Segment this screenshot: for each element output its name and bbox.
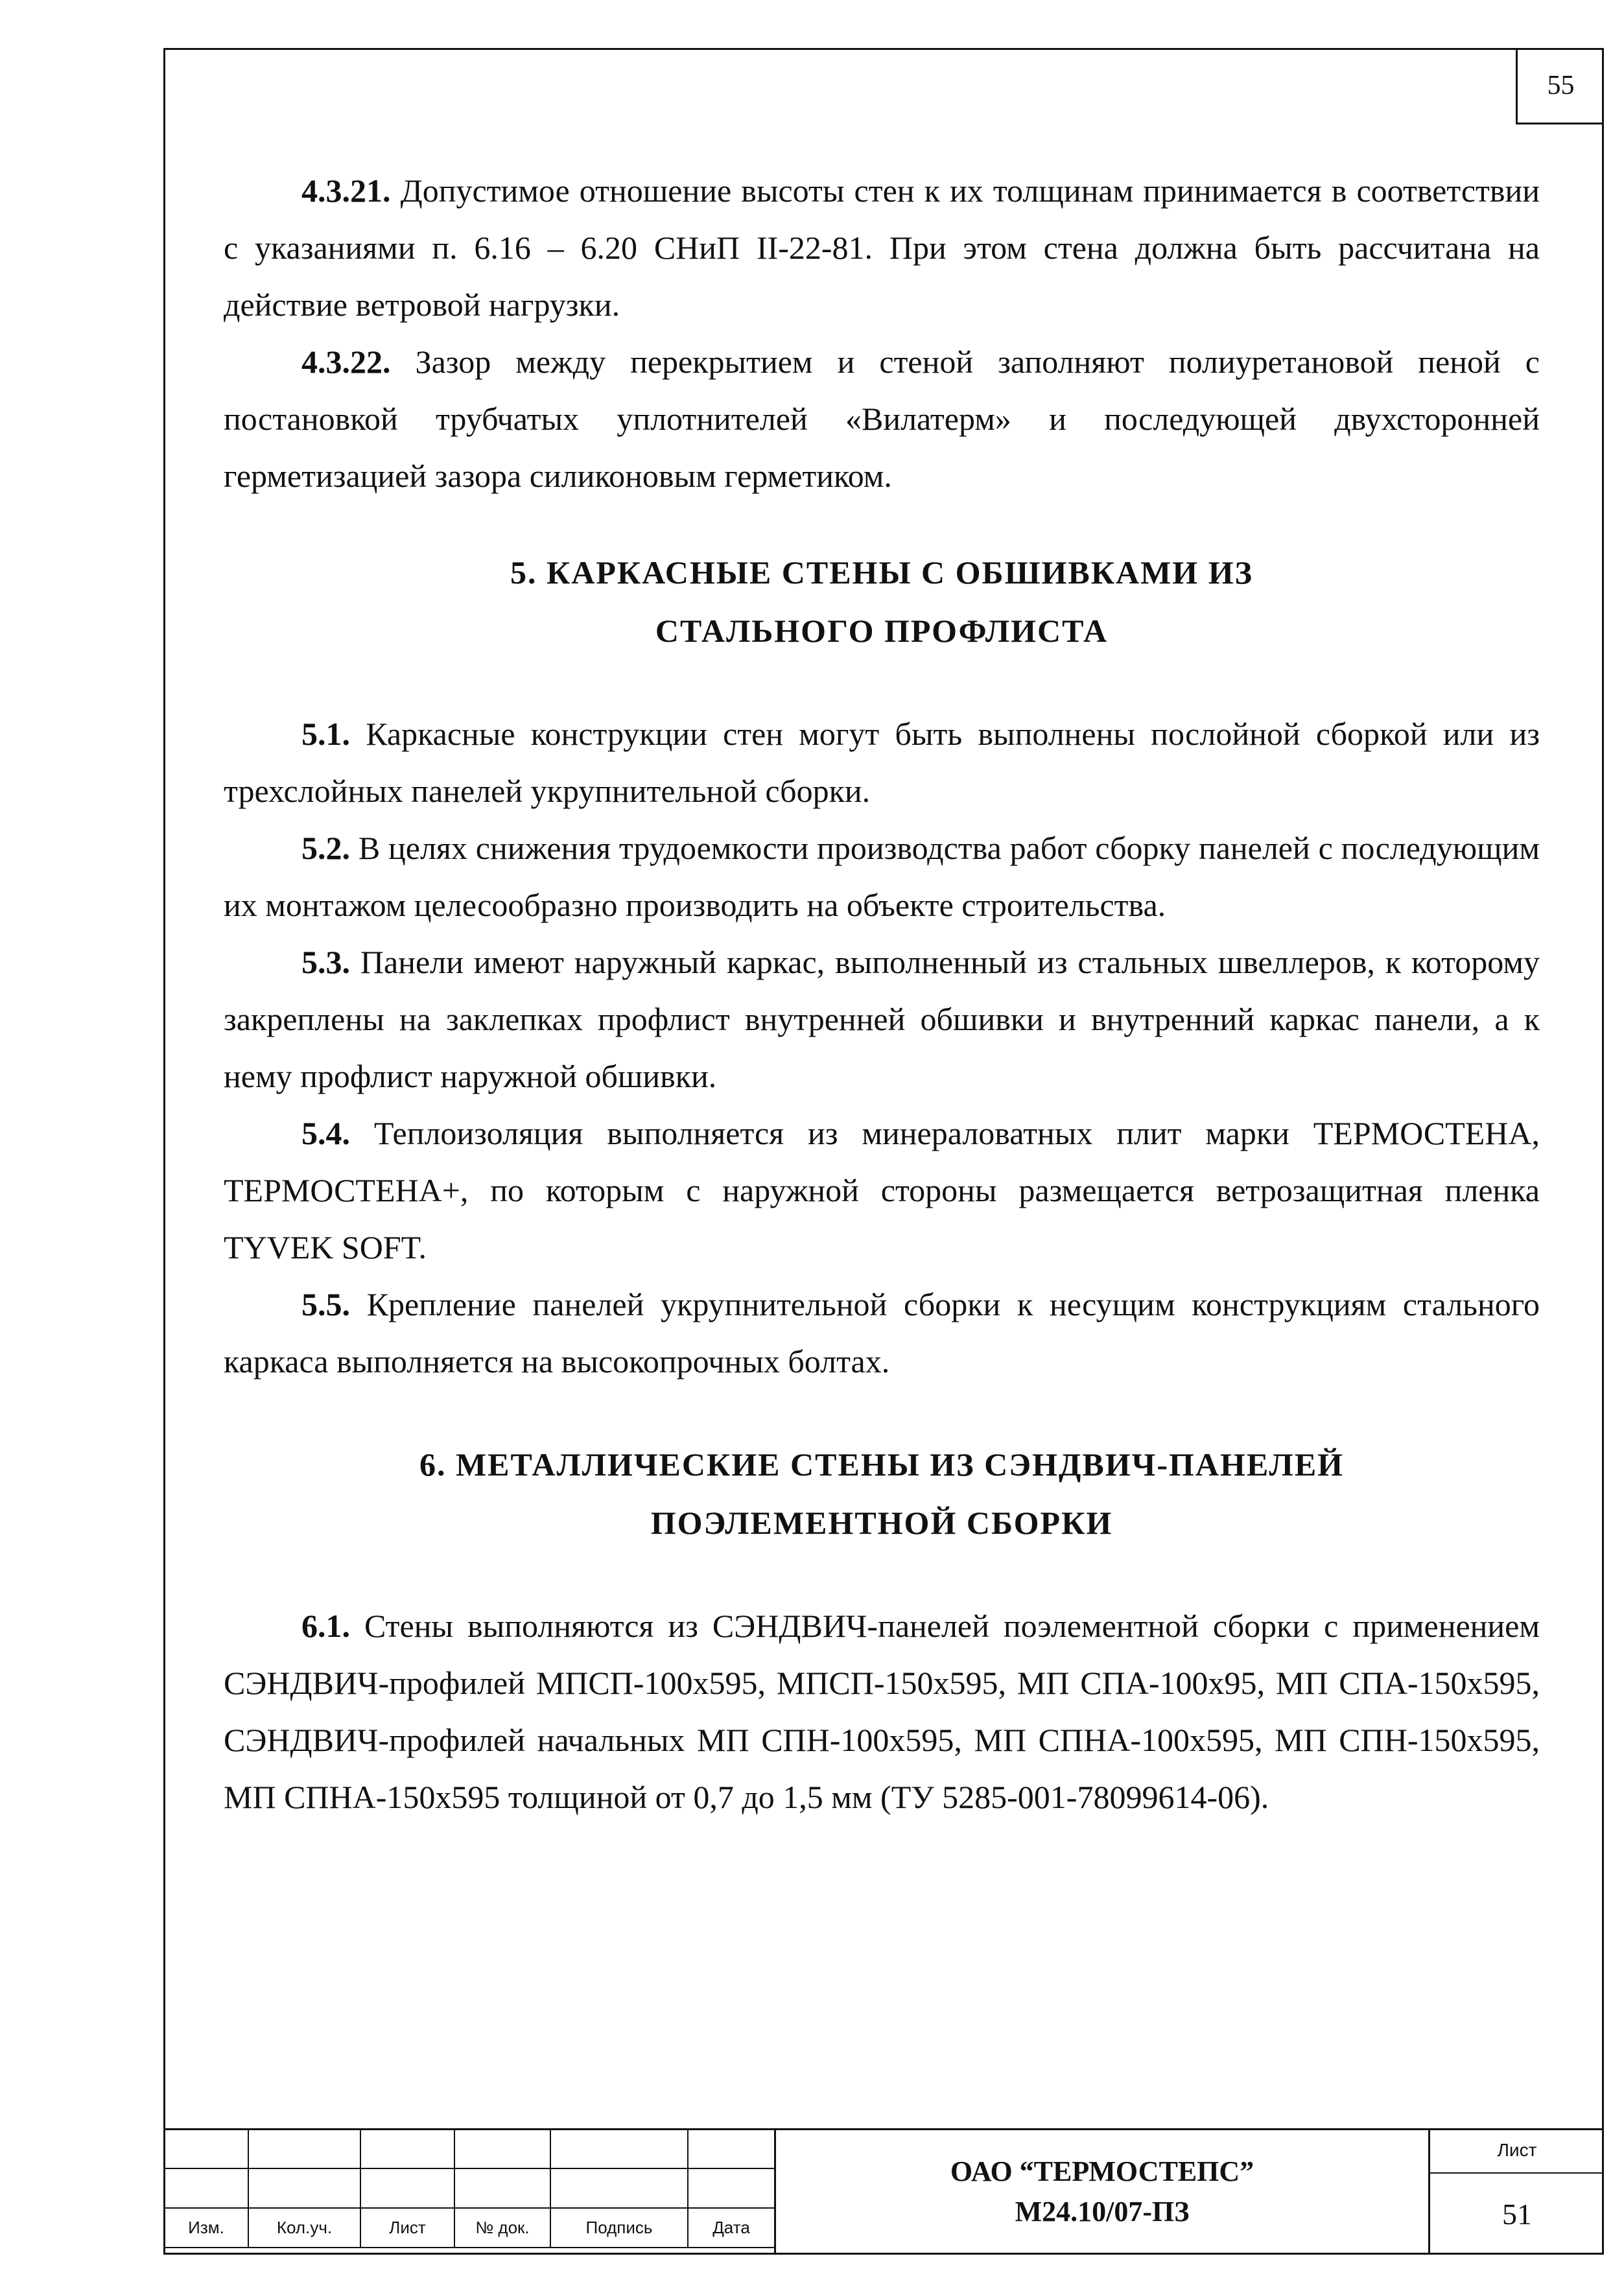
col-n-dok: № док. bbox=[454, 2208, 550, 2248]
paragraph-number: 5.5. bbox=[301, 1286, 350, 1322]
paragraph-5-3 bbox=[224, 934, 1540, 1105]
col-podpis: Подпись bbox=[550, 2208, 688, 2248]
paragraph-text: Панели имеют наружный каркас, выполненный из стальных швеллеров, к которому закреплены на заклепках профлист внутренней обшивки и внутренний каркас панели, а к нему профлист наружной обшивки. bbox=[224, 944, 1540, 1094]
revision-row bbox=[164, 2129, 775, 2168]
paragraph-number: 5.2. bbox=[301, 830, 350, 866]
paragraph-5-5 bbox=[224, 1276, 1540, 1390]
organization-block bbox=[774, 2128, 1430, 2255]
page-number: 55 bbox=[1516, 48, 1604, 124]
col-izm: Изм. bbox=[164, 2208, 248, 2248]
paragraph-text: Крепление панелей укрупнительной сборки к несущим конструкциям стального каркаса выполняется на высокопрочных болтах. bbox=[224, 1286, 1540, 1380]
revision-row bbox=[164, 2168, 775, 2208]
col-data: Дата bbox=[688, 2208, 775, 2248]
section-5-heading-line2: СТАЛЬНОГО ПРОФЛИСТА bbox=[655, 613, 1109, 649]
revision-table bbox=[163, 2128, 775, 2248]
paragraph-number: 5.4. bbox=[301, 1115, 350, 1151]
paragraph-4-3-22 bbox=[224, 333, 1540, 504]
paragraph-text: В целях снижения трудоемкости производства работ сборку панелей с последующим их монтажом целесообразно производить на объекте строительства. bbox=[224, 830, 1540, 923]
paragraph-number: 4.3.22. bbox=[301, 344, 391, 380]
paragraph-number: 6.1. bbox=[301, 1608, 350, 1644]
col-list: Лист bbox=[360, 2208, 454, 2248]
section-6-heading-line2: ПОЭЛЕМЕНТНОЙ СБОРКИ bbox=[650, 1505, 1113, 1541]
paragraph-number: 5.1. bbox=[301, 716, 350, 752]
paragraph-text: Допустимое отношение высоты стен к их толщинам принимается в соответствии с указаниями п. 6.16 – 6.20 СНиП II-22-81. При этом стена должна быть рассчитана на действие ветровой нагрузки. bbox=[224, 172, 1540, 323]
paragraph-number: 4.3.21. bbox=[301, 172, 391, 209]
section-6-heading-line1: 6. МЕТАЛЛИЧЕСКИЕ СТЕНЫ ИЗ СЭНДВИЧ-ПАНЕЛЕЙ bbox=[419, 1446, 1345, 1483]
paragraph-number: 5.3. bbox=[301, 944, 350, 980]
paragraph-5-2 bbox=[224, 819, 1540, 934]
paragraph-text: Каркасные конструкции стен могут быть выполнены послойной сборкой или из трехслойных панелей укрупнительной сборки. bbox=[224, 716, 1540, 809]
document-body bbox=[224, 162, 1540, 1826]
paragraph-5-1 bbox=[224, 705, 1540, 819]
col-kol-uch: Кол.уч. bbox=[248, 2208, 360, 2248]
revision-header-row bbox=[164, 2208, 775, 2248]
paragraph-4-3-21 bbox=[224, 162, 1540, 333]
paragraph-6-1 bbox=[224, 1597, 1540, 1826]
paragraph-text: Зазор между перекрытием и стеной заполняют полиуретановой пеной с постановкой трубчатых уплотнителей «Вилатерм» и последующей двухсторонней герметизацией зазора силиконовым герметиком. bbox=[224, 344, 1540, 494]
sheet-label: Лист bbox=[1430, 2128, 1604, 2174]
paragraph-text: Теплоизоляция выполняется из минераловатных плит марки ТЕРМОСТЕНА, ТЕРМОСТЕНА+, по которым с наружной стороны размещается ветрозащитная пленка TYVEK SOFT. bbox=[224, 1115, 1540, 1265]
paragraph-text: Стены выполняются из СЭНДВИЧ-панелей поэлементной сборки с применением СЭНДВИЧ-профилей МПСП-100х595, МПСП-150х595, МП СПА-100х95, МП СПА-150х595, СЭНДВИЧ-профилей начальных МП СПН-100х595, МП СПНА-100х595, МП СПН-150х595, МП СПНА-150х595 толщиной от 0,7 до 1,5 мм (ТУ 5285-001-78099614-06). bbox=[224, 1608, 1540, 1815]
document-code: М24.10/07-ПЗ bbox=[1015, 2195, 1190, 2227]
section-5-heading-line1: 5. КАРКАСНЫЕ СТЕНЫ С ОБШИВКАМИ ИЗ bbox=[510, 554, 1253, 591]
paragraph-5-4 bbox=[224, 1105, 1540, 1276]
sheet-number: 51 bbox=[1502, 2198, 1532, 2231]
organization-name: ОАО “ТЕРМОСТЕПС” bbox=[950, 2155, 1254, 2187]
title-block bbox=[163, 2128, 1604, 2255]
